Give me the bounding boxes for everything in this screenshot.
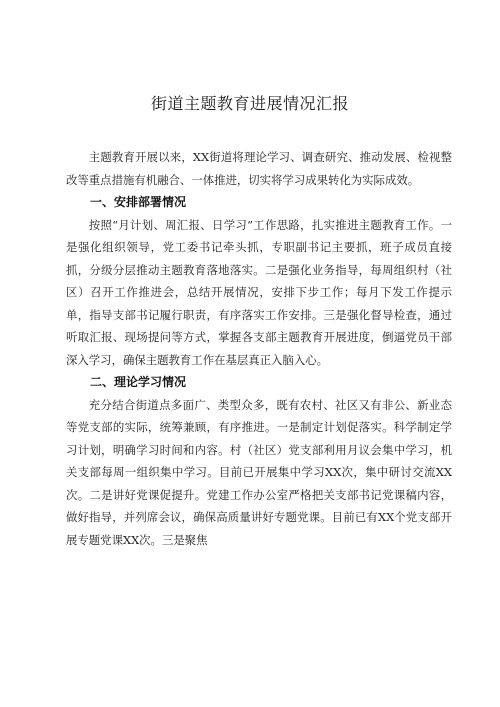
section-paragraph-arrangement: 按照“月计划、周汇报、日学习”工作思路，扎实推进主题教育工作。一是强化组织领导，党工委书记牵头抓，专职副书记主要抓，班子成员直接抓，分级分层推动主题教育落地落实。二是强化业务指导，每周组织村（社区）召开工作推进会，总结开展情况，安排下步工作；每月下发工作提示单，指导支部书记履行职责，有序落实工作安排。三是强化督导检查，通过听取汇报、现场提问等方式，掌握各支部主题教育开展进度，倒逼党员干部深入学习，确保主题教育工作在基层真正入脑入心。 [66, 217, 452, 367]
section-heading-arrangement: 一、安排部署情况 [90, 195, 187, 209]
document-body [66, 146, 452, 551]
section-heading-theory-study: 二、理论学习情况 [90, 375, 187, 389]
document-title: 街道主题教育进展情况汇报 [150, 94, 349, 113]
section-paragraph-theory-study: 充分结合街道点多面广、类型众多，既有农村、社区又有非公、新业态等党支部的实际，统筹兼顾，有序推进。一是制定计划促落实。科学制定学习计划，明确学习时间和内容。村（社区）党支部利用月议会集中学习，机关支部每周一组织集中学习。目前已开展集中学习XX次，集中研讨交流XX次。二是讲好党课促提升。党建工作办公室严格把关支部书记党课稿内容，做好指导，并列席会议，确保高质量讲好专题党课。目前已有XX个党支部开展专题党课XX次。三是聚焦 [66, 397, 452, 547]
intro-paragraph: 主题教育开展以来，XX街道将理论学习、调查研究、推动发展、检视整改等重点措施有机融合、一体推进，切实将学习成果转化为实际成效。 [66, 150, 452, 187]
